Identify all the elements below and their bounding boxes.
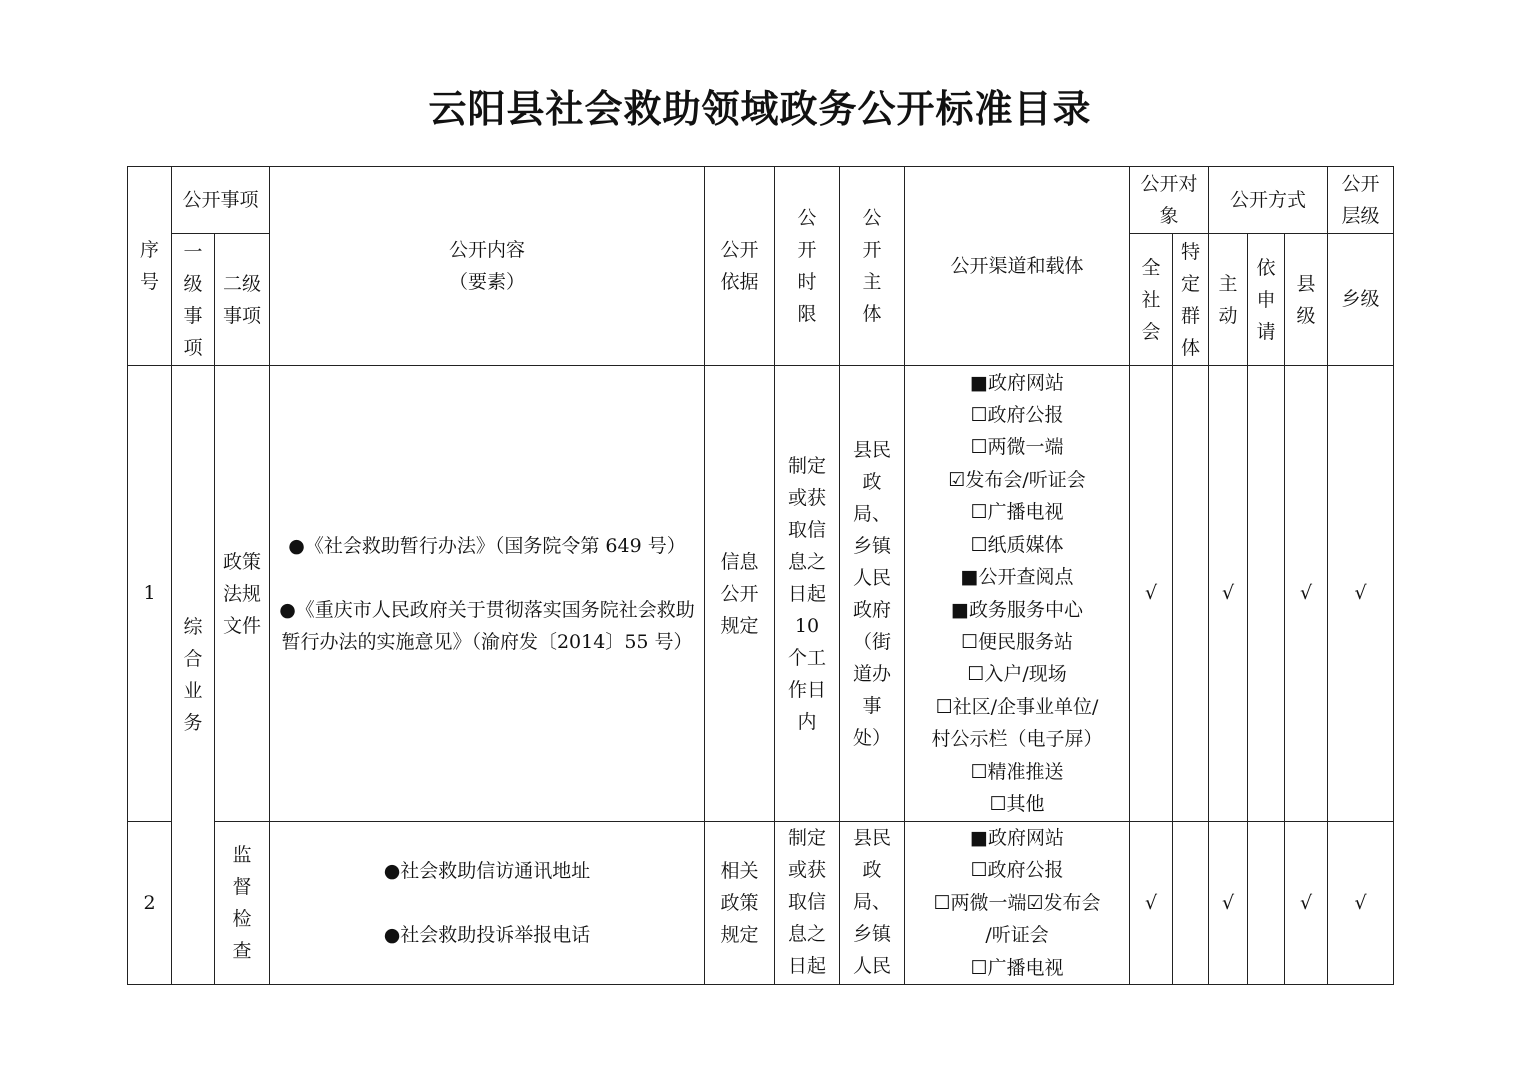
- header-level1: 一级事项: [172, 234, 215, 366]
- row-audience-all: √: [1130, 822, 1173, 985]
- row-content: ●社会救助信访通讯地址 ●社会救助投诉举报电话: [270, 822, 705, 985]
- row-channels: ■政府网站 ☐政府公报 ☐两微一端 ☑发布会/听证会 ☐广播电视 ☐纸质媒体 ■公开查阅点 ■政务服务中心 ☐便民服务站 ☐入户/现场 ☐社区/企事业单位/ 村公示栏（电子屏） ☐精准推送 ☐其他: [905, 366, 1130, 822]
- header-method: 公开方式: [1209, 167, 1328, 234]
- row-subject: 县民政局、乡镇人民政府（街道办事处）: [840, 366, 905, 822]
- row-audience-specific: [1173, 366, 1209, 822]
- row-level-town: √: [1328, 366, 1394, 822]
- header-row-1: [128, 167, 1394, 234]
- row-seq: 1: [128, 366, 172, 822]
- header-audience-all: 全社会: [1130, 234, 1173, 366]
- row-level2: 监督检查: [215, 822, 270, 985]
- row-method-active: √: [1209, 822, 1248, 985]
- row-channels: ■政府网站 ☐政府公报 ☐两微一端☑发布会 /听证会 ☐广播电视: [905, 822, 1130, 985]
- header-seq: 序号: [128, 167, 172, 366]
- header-level-county: 县级: [1285, 234, 1328, 366]
- row-level-town: √: [1328, 822, 1394, 985]
- header-level-town: 乡级: [1328, 234, 1394, 366]
- header-content: 公开内容 （要素）: [270, 167, 705, 366]
- row-level2: 政策法规文件: [215, 366, 270, 822]
- row-method-request: [1248, 822, 1285, 985]
- catalog-table: [127, 166, 1394, 985]
- row-method-active: √: [1209, 366, 1248, 822]
- row-basis: 信息公开规定: [705, 366, 775, 822]
- row-audience-all: √: [1130, 366, 1173, 822]
- row-method-request: [1248, 366, 1285, 822]
- header-subject: 公开主体: [840, 167, 905, 366]
- row-subject: 县民政局、乡镇人民: [840, 822, 905, 985]
- header-basis: 公开依据: [705, 167, 775, 366]
- row-level-county: √: [1285, 822, 1328, 985]
- table-row: [128, 822, 1394, 985]
- row-audience-specific: [1173, 822, 1209, 985]
- header-level: 公开层级: [1328, 167, 1394, 234]
- row-seq: 2: [128, 822, 172, 985]
- row-time-limit: 制定或获取信息之日起10个工作日内: [775, 366, 840, 822]
- header-items: 公开事项: [172, 167, 270, 234]
- row-time-limit: 制定或获取信息之日起: [775, 822, 840, 985]
- row-content: ●《社会救助暂行办法》（国务院令第 649 号） ●《重庆市人民政府关于贯彻落实国务院社会救助暂行办法的实施意见》（渝府发〔2014〕55 号）: [270, 366, 705, 822]
- table-row: [128, 366, 1394, 822]
- header-method-active: 主动: [1209, 234, 1248, 366]
- header-channels: 公开渠道和载体: [905, 167, 1130, 366]
- document-title: 云阳县社会救助领域政务公开标准目录: [428, 87, 1092, 131]
- row-basis: 相关政策规定: [705, 822, 775, 985]
- header-audience-specific: 特定群体: [1173, 234, 1209, 366]
- row-level-county: √: [1285, 366, 1328, 822]
- header-method-request: 依申请: [1248, 234, 1285, 366]
- header-time-limit: 公开时限: [775, 167, 840, 366]
- header-level2: 二级事项: [215, 234, 270, 366]
- header-audience: 公开对象: [1130, 167, 1209, 234]
- row-level1: 综合业务: [172, 366, 215, 985]
